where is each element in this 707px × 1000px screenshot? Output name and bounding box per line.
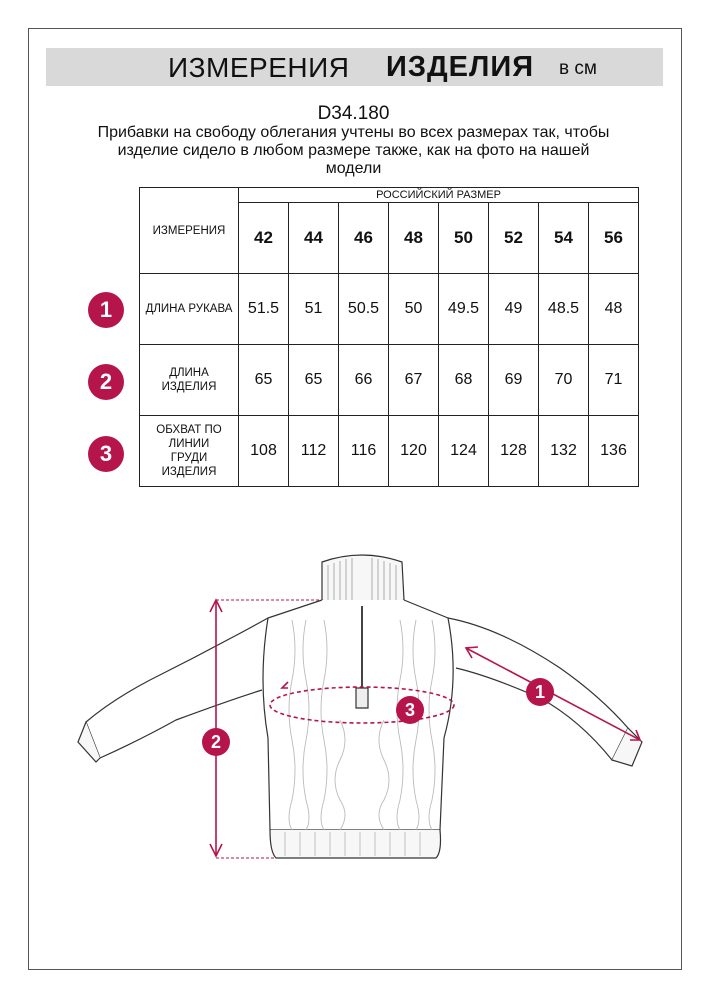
size-header: 48 [389,203,439,274]
table-cell: 65 [239,345,289,416]
row-number-badge: 3 [88,436,124,472]
table-cell: 48 [589,274,639,345]
table-cell: 108 [239,416,289,487]
table-cell: 67 [389,345,439,416]
title-regular: ИЗМЕРЕНИЯ [168,52,350,83]
measurement-header: ИЗМЕРЕНИЯ [140,188,239,274]
table-cell: 49.5 [439,274,489,345]
title-bold: ИЗДЕЛИЯ [386,51,535,83]
size-header: 54 [539,203,589,274]
table-cell: 70 [539,345,589,416]
table-cell: 116 [339,416,389,487]
table-cell: 50.5 [339,274,389,345]
table-cell: 132 [539,416,589,487]
size-header: 52 [489,203,539,274]
size-header: 46 [339,203,389,274]
table-cell: 136 [589,416,639,487]
table-cell: 66 [339,345,389,416]
row-number-badge: 1 [88,292,124,328]
size-group-label: РОССИЙСКИЙ РАЗМЕР [239,188,639,203]
table-cell: 69 [489,345,539,416]
table-cell: 128 [489,416,539,487]
size-header: 42 [239,203,289,274]
size-header: 56 [589,203,639,274]
table-cell: 65 [289,345,339,416]
table-cell: 112 [289,416,339,487]
chest-marker-badge: 3 [396,696,424,724]
table-cell: 71 [589,345,639,416]
length-marker-badge: 2 [202,728,230,756]
size-header: 50 [439,203,489,274]
table-cell: 51 [289,274,339,345]
row-number-badge: 2 [88,364,124,400]
table-cell: 49 [489,274,539,345]
table-cell: 120 [389,416,439,487]
table-cell: 50 [389,274,439,345]
title-unit: в см [559,58,597,79]
table-cell: 51.5 [239,274,289,345]
table-cell: 68 [439,345,489,416]
row-label-text: ДЛИНА ИЗДЕЛИЯ [161,367,217,393]
size-header: 44 [289,203,339,274]
sleeve-marker-badge: 1 [526,678,554,706]
fit-note: Прибавки на свободу облегания учтены во всех размерах так, чтобы изделие сидело в любом размере также, как на фото на нашей модели [97,124,610,177]
row-label-text: ОБХВАТ ПО ЛИНИИ ГРУДИ ИЗДЕЛИЯ [156,424,222,478]
table-cell: 48.5 [539,274,589,345]
article-code: D34.180 [317,103,390,124]
table-cell: 124 [439,416,489,487]
row-label: ДЛИНА РУКАВА [140,274,239,345]
